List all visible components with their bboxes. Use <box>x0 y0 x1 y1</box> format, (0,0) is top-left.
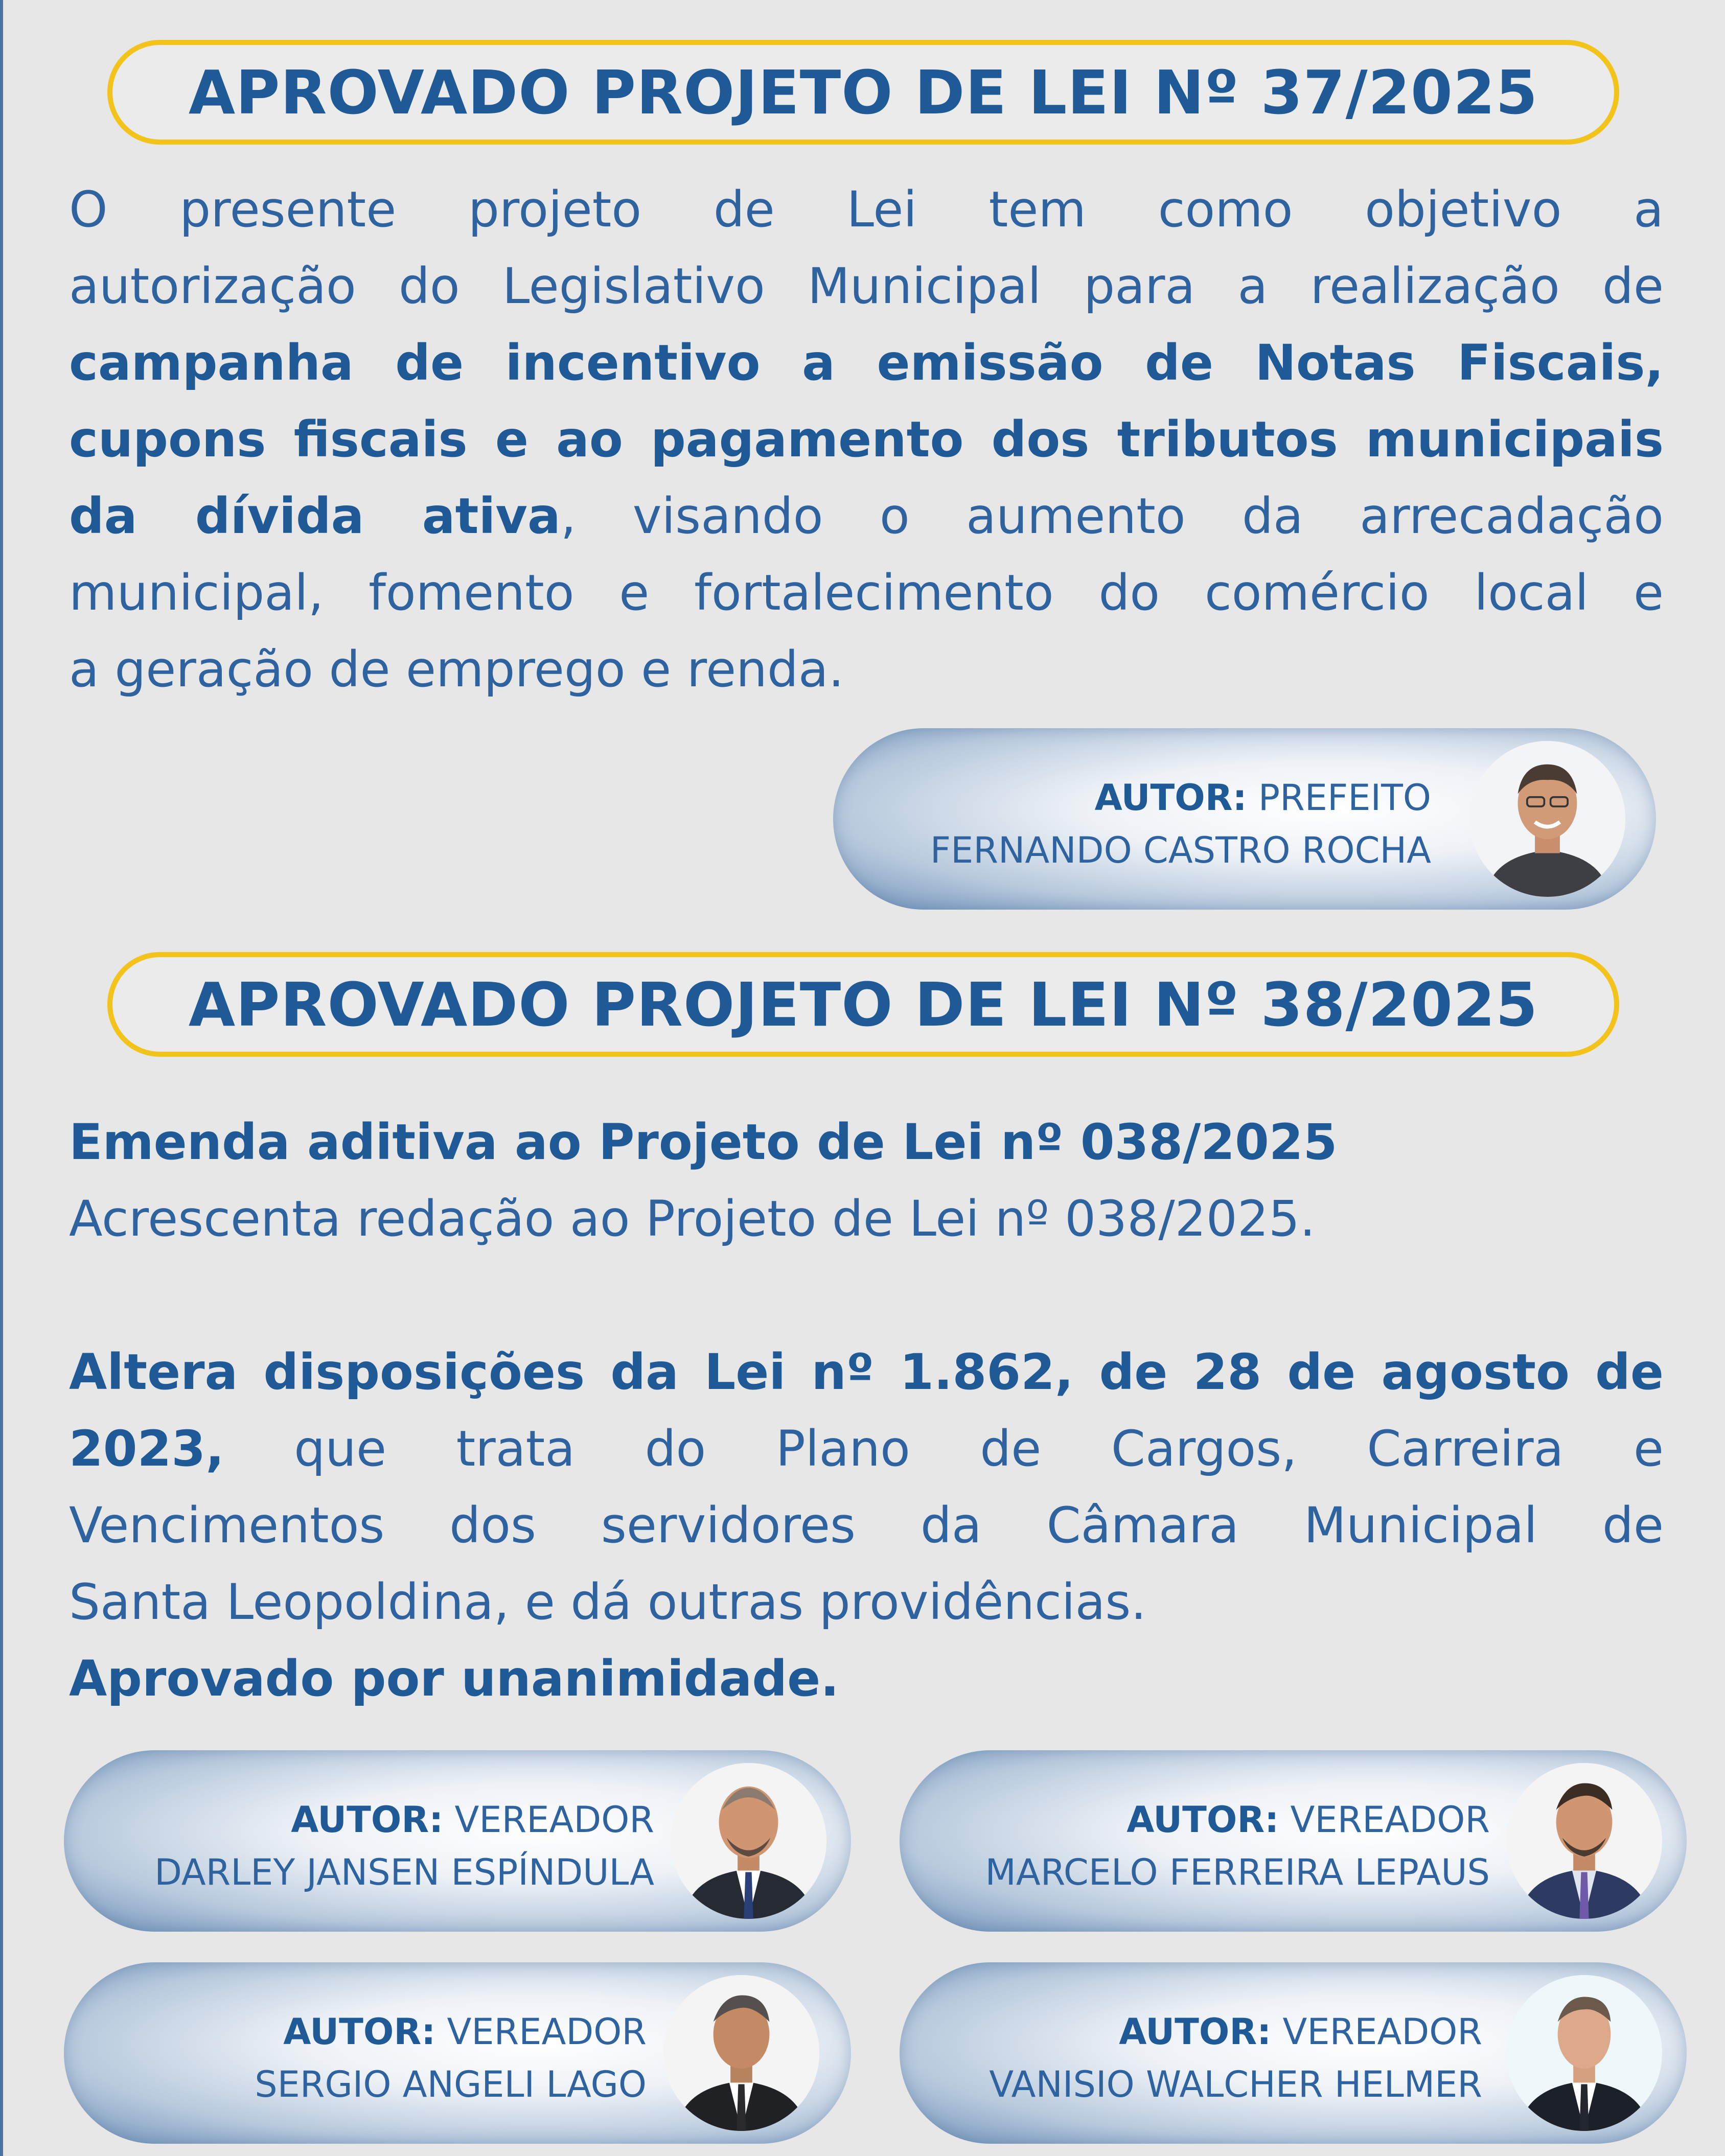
author-name: SERGIO ANGELI LAGO <box>255 2064 647 2105</box>
person-photo-icon <box>1506 1975 1662 2131</box>
author-text <box>989 2006 1482 2111</box>
author-name: DARLEY JANSEN ESPÍNDULA <box>154 1851 654 1893</box>
author-photo <box>663 1975 819 2131</box>
desc-bold-line: campanha de incentivo a emissão de Notas Fiscais, <box>69 334 1664 391</box>
desc-line: O presente projeto de Lei tem como objetivo a <box>69 181 1664 238</box>
author-card-marcelo <box>900 1750 1687 1932</box>
author-role: VEREADOR <box>447 2011 647 2053</box>
author-label: AUTOR: <box>1094 777 1247 819</box>
approved-status: Aprovado por unanimidade. <box>69 1650 839 1707</box>
author-text <box>154 1794 654 1899</box>
author-role: VEREADOR <box>454 1799 654 1841</box>
section2-title: APROVADO PROJETO DE LEI Nº 38/2025 <box>107 952 1619 1057</box>
section2-emenda <box>69 1104 1664 1257</box>
desc-line: a geração de emprego e renda. <box>69 641 844 698</box>
altera-bold-year: 2023, <box>69 1420 224 1477</box>
author-photo <box>671 1763 826 1919</box>
author-photo <box>1469 741 1625 897</box>
author-card-sergio <box>64 1962 851 2144</box>
author-text <box>930 772 1431 877</box>
author-label: AUTOR: <box>283 2011 436 2053</box>
author-label: AUTOR: <box>1119 2011 1272 2053</box>
author-text <box>985 1794 1490 1899</box>
altera-line: que trata do Plano de Cargos, Carreira e <box>224 1420 1664 1477</box>
author-photo <box>1506 1975 1662 2131</box>
author-role: VEREADOR <box>1290 1799 1490 1841</box>
section1-title: APROVADO PROJETO DE LEI Nº 37/2025 <box>107 40 1619 145</box>
altera-line: Santa Leopoldina, e dá outras providências. <box>69 1573 1146 1631</box>
person-photo-icon <box>663 1975 819 2131</box>
author-label: AUTOR: <box>1126 1799 1279 1841</box>
desc-bold-line: da dívida ativa <box>69 488 561 545</box>
author-card-prefeito <box>833 728 1656 910</box>
left-edge-rule <box>0 0 3 2156</box>
emenda-title: Emenda aditiva ao Projeto de Lei nº 038/2025 <box>69 1114 1338 1171</box>
author-role: PREFEITO <box>1258 777 1431 819</box>
section1-description <box>69 171 1664 708</box>
desc-line: , visando o aumento da arrecadação <box>560 488 1664 545</box>
author-role: VEREADOR <box>1282 2011 1482 2053</box>
author-photo <box>1506 1763 1662 1919</box>
person-photo-icon <box>671 1763 826 1919</box>
author-name: MARCELO FERREIRA LEPAUS <box>985 1851 1490 1893</box>
altera-line: Vencimentos dos servidores da Câmara Municipal de <box>69 1497 1664 1554</box>
desc-line: municipal, fomento e fortalecimento do comércio local e <box>69 564 1664 621</box>
section2-altera <box>69 1334 1664 1717</box>
person-photo-icon <box>1506 1763 1662 1919</box>
author-name: FERNANDO CASTRO ROCHA <box>930 829 1431 871</box>
desc-bold-line: cupons fiscais e ao pagamento dos tributos municipais <box>69 411 1664 468</box>
desc-line: autorização do Legislativo Municipal para a realização de <box>69 258 1664 315</box>
altera-bold-line: Altera disposições da Lei nº 1.862, de 28 de agosto de <box>69 1343 1664 1401</box>
emenda-text: Acrescenta redação ao Projeto de Lei nº 038/2025. <box>69 1190 1316 1247</box>
author-name: VANISIO WALCHER HELMER <box>989 2064 1482 2105</box>
person-photo-icon <box>1469 741 1625 897</box>
author-text <box>255 2006 647 2111</box>
author-card-vanisio <box>900 1962 1687 2144</box>
author-label: AUTOR: <box>291 1799 444 1841</box>
author-card-darley <box>64 1750 851 1932</box>
